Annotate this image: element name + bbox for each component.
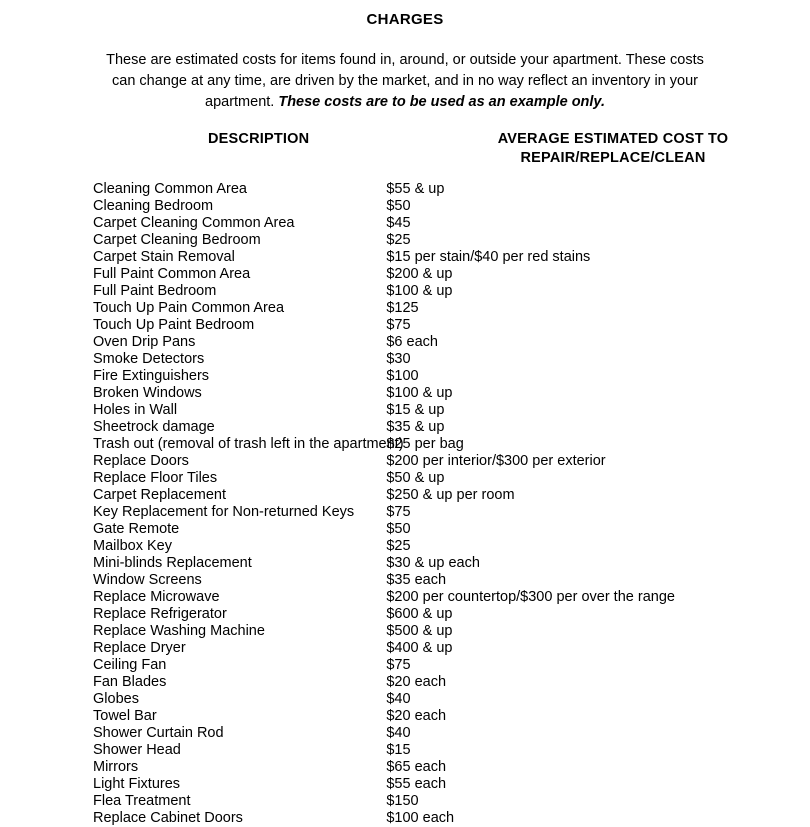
- charge-item-name: Replace Doors: [93, 453, 189, 469]
- table-row: [0, 504, 810, 521]
- charge-item-name: Replace Dryer: [93, 640, 186, 656]
- header-average-cost-line2: REPAIR/REPLACE/CLEAN: [520, 150, 706, 166]
- charge-item-cost: $200 & up: [386, 266, 453, 282]
- charge-item-cost: $20 each: [386, 708, 447, 724]
- charge-item-name: Cleaning Common Area: [93, 181, 247, 197]
- table-row: [0, 691, 810, 708]
- charge-item-name: Touch Up Paint Bedroom: [93, 317, 255, 333]
- table-row: [0, 215, 810, 232]
- charge-item-cost: $35 each: [386, 572, 447, 588]
- charge-item-cost: $25 per bag: [386, 436, 464, 452]
- charge-item-name: Gate Remote: [93, 521, 180, 537]
- header-average-cost: [455, 130, 771, 168]
- intro-text-plain: These are estimated costs for items found in, around, or outside your apartment. These costs can change at any time, are driven by the market, and in no way reflect an inventory in your apartment.: [106, 52, 704, 110]
- table-row: [0, 810, 810, 827]
- table-row: [0, 317, 810, 334]
- charge-item-name: Carpet Stain Removal: [93, 249, 235, 265]
- charge-item-cost: $100 & up: [386, 385, 453, 401]
- charge-item-name: Full Paint Common Area: [93, 266, 251, 282]
- charge-item-name: Key Replacement for Non-returned Keys: [93, 504, 355, 520]
- charge-item-name: Touch Up Pain Common Area: [93, 300, 285, 316]
- table-row: [0, 623, 810, 640]
- charge-item-cost: $50: [386, 198, 411, 214]
- table-row: [0, 555, 810, 572]
- charge-item-name: Replace Refrigerator: [93, 606, 227, 622]
- charge-item-name: Window Screens: [93, 572, 202, 588]
- charge-item-name: Light Fixtures: [93, 776, 181, 792]
- table-row: [0, 538, 810, 555]
- charge-item-name: Towel Bar: [93, 708, 157, 724]
- table-row: [0, 232, 810, 249]
- table-row: [0, 249, 810, 266]
- table-row: [0, 334, 810, 351]
- charge-item-name: Mirrors: [93, 759, 139, 775]
- charge-item-cost: $40: [386, 725, 411, 741]
- header-average-cost-line1: AVERAGE ESTIMATED COST TO: [497, 131, 729, 147]
- charge-item-name: Mailbox Key: [93, 538, 172, 554]
- charge-item-name: Smoke Detectors: [93, 351, 205, 367]
- charge-item-name: Oven Drip Pans: [93, 334, 196, 350]
- charge-item-cost: $15 per stain/$40 per red stains: [386, 249, 591, 265]
- column-headers: [0, 130, 810, 172]
- table-row: [0, 657, 810, 674]
- charge-item-name: Shower Head: [93, 742, 181, 758]
- table-row: [0, 776, 810, 793]
- table-row: [0, 521, 810, 538]
- charge-item-cost: $55 & up: [386, 181, 445, 197]
- table-row: [0, 266, 810, 283]
- charge-item-cost: $150: [386, 793, 419, 809]
- charge-item-name: Shower Curtain Rod: [93, 725, 224, 741]
- charge-item-cost: $50 & up: [386, 470, 445, 486]
- charge-item-cost: $30 & up each: [386, 555, 480, 571]
- charge-item-name: Mini-blinds Replacement: [93, 555, 252, 571]
- table-row: [0, 351, 810, 368]
- charge-item-cost: $25: [386, 538, 411, 554]
- charge-item-cost: $35 & up: [386, 419, 445, 435]
- charge-item-name: Sheetrock damage: [93, 419, 215, 435]
- charge-item-cost: $15: [386, 742, 411, 758]
- table-row: [0, 606, 810, 623]
- charge-item-name: Trash out (removal of trash left in the apartment): [93, 436, 404, 452]
- table-row: [0, 436, 810, 453]
- table-row: [0, 198, 810, 215]
- table-row: [0, 300, 810, 317]
- charge-item-cost: $55 each: [386, 776, 447, 792]
- charge-item-name: Replace Floor Tiles: [93, 470, 218, 486]
- charge-item-name: Fan Blades: [93, 674, 167, 690]
- charge-item-cost: $500 & up: [386, 623, 453, 639]
- intro-paragraph: [94, 29, 716, 113]
- charge-item-name: Carpet Replacement: [93, 487, 226, 503]
- table-row: [0, 674, 810, 691]
- charge-item-cost: $600 & up: [386, 606, 453, 622]
- table-row: [0, 725, 810, 742]
- charge-item-name: Broken Windows: [93, 385, 202, 401]
- table-row: [0, 572, 810, 589]
- charges-table-body: [0, 181, 810, 827]
- charge-item-name: Carpet Cleaning Bedroom: [93, 232, 261, 248]
- charge-item-cost: $200 per countertop/$300 per over the range: [386, 589, 675, 605]
- charge-item-cost: $75: [386, 504, 411, 520]
- charge-item-name: Holes in Wall: [93, 402, 178, 418]
- charge-item-name: Cleaning Bedroom: [93, 198, 214, 214]
- charge-item-cost: $75: [386, 657, 411, 673]
- charge-item-name: Carpet Cleaning Common Area: [93, 215, 295, 231]
- charge-item-cost: $65 each: [386, 759, 447, 775]
- table-row: [0, 181, 810, 198]
- charge-item-cost: $40: [386, 691, 411, 707]
- charge-item-cost: $400 & up: [386, 640, 453, 656]
- charge-item-cost: $50: [386, 521, 411, 537]
- table-row: [0, 742, 810, 759]
- charge-item-cost: $45: [386, 215, 411, 231]
- table-row: [0, 793, 810, 810]
- charge-item-cost: $200 per interior/$300 per exterior: [386, 453, 606, 469]
- charges-table: [0, 181, 810, 827]
- charge-item-cost: $75: [386, 317, 411, 333]
- charge-item-name: Replace Washing Machine: [93, 623, 265, 639]
- charge-item-name: Replace Microwave: [93, 589, 220, 605]
- charge-item-name: Full Paint Bedroom: [93, 283, 217, 299]
- charge-item-cost: $20 each: [386, 674, 447, 690]
- charge-item-name: Globes: [93, 691, 139, 707]
- charge-item-cost: $125: [386, 300, 419, 316]
- table-row: [0, 402, 810, 419]
- charge-item-cost: $30: [386, 351, 411, 367]
- charge-item-cost: $100 & up: [386, 283, 453, 299]
- table-row: [0, 368, 810, 385]
- table-row: [0, 640, 810, 657]
- table-row: [0, 708, 810, 725]
- charge-item-name: Ceiling Fan: [93, 657, 167, 673]
- charge-item-cost: $25: [386, 232, 411, 248]
- table-row: [0, 487, 810, 504]
- page-title: CHARGES: [366, 11, 444, 28]
- charge-item-name: Flea Treatment: [93, 793, 191, 809]
- charge-item-name: Replace Cabinet Doors: [93, 810, 243, 826]
- charge-item-cost: $100: [386, 368, 419, 384]
- charge-item-cost: $250 & up per room: [386, 487, 515, 503]
- header-description: DESCRIPTION: [208, 131, 310, 147]
- charge-item-cost: $15 & up: [386, 402, 445, 418]
- charge-item-name: Fire Extinguishers: [93, 368, 210, 384]
- charge-item-cost: $6 each: [386, 334, 438, 350]
- table-row: [0, 589, 810, 606]
- table-row: [0, 283, 810, 300]
- intro-text-emphasis: These costs are to be used as an example only.: [278, 94, 605, 110]
- table-row: [0, 385, 810, 402]
- table-row: [0, 470, 810, 487]
- charge-item-cost: $100 each: [386, 810, 455, 826]
- table-row: [0, 419, 810, 436]
- table-row: [0, 453, 810, 470]
- table-row: [0, 759, 810, 776]
